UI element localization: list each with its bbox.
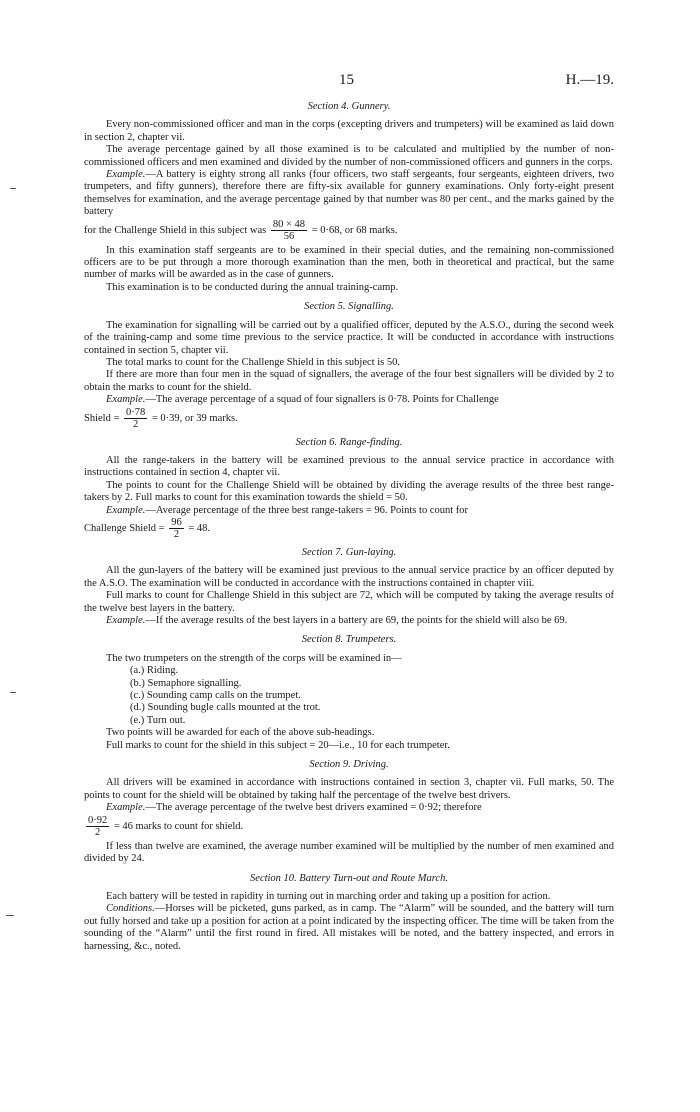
paragraph: The average percentage gained by all those examined is to be calculated and multiplied by the number of non-commissioned officers and men examined and divided by the number of non-commissioned officers and gunners in the corps. — [84, 144, 614, 168]
paragraph: All the gun-layers of the battery will be examined just previous to the annual service practice by an officer deputed by the A.S.O. The examination will be conducted in accordance with the instructions contained in chapter viii. — [84, 565, 614, 589]
paragraph: If less than twelve are examined, the average number examined will be multiplied by the number of men examined and divided by 24. — [84, 840, 614, 865]
fraction-denominator: 2 — [133, 418, 139, 430]
trumpeter-list — [130, 665, 614, 727]
section-heading: Section 5. Signalling. — [304, 301, 394, 313]
example-text: —A battery is eighty strong all ranks (four officers, two staff sergeants, four sergeants, eighteen drivers, two trumpeters, and fifty gunners), therefore there are fifty-six available for gunnery examinations. Only forty-eight present themselves for examination, and the average percentage gained by that number was 80 per cent., and the marks gained by the battery — [84, 169, 614, 218]
margin-mark — [10, 692, 16, 693]
example-label: Example. — [106, 504, 146, 516]
example-paragraph — [84, 505, 614, 517]
document-body — [84, 101, 614, 953]
fraction — [124, 407, 147, 430]
fraction-denominator: 2 — [95, 826, 101, 838]
example-label: Example. — [106, 615, 146, 626]
page-reference: H.—19. — [565, 72, 614, 88]
margin-mark — [10, 188, 16, 189]
list-item: (d.) Sounding bugle calls mounted at the trot. — [130, 702, 321, 714]
section-heading: Section 7. Gun-laying. — [301, 546, 397, 558]
section-heading: Section 6. Range-finding. — [295, 436, 403, 448]
paragraph: This examination is to be conducted during the annual training-camp. — [106, 281, 399, 293]
section-heading: Section 4. Gunnery. — [307, 101, 391, 112]
list-item: (b.) Semaphore signalling. — [130, 677, 242, 689]
list-item: (e.) Turn out. — [130, 714, 186, 726]
equation-line: for the Challenge Shield in this subject was $\frac{80 \times 48}{56}$ = 0·68, or 68 marks. — [84, 218, 398, 242]
page-number: 15 — [339, 72, 354, 88]
example-label: Example. — [106, 394, 146, 406]
example-text: —The average percentage of the twelve best drivers examined = 0·92; therefore — [145, 802, 482, 814]
fraction-numerator: 0·92 — [88, 814, 108, 826]
margin-mark — [6, 915, 14, 916]
fraction — [86, 815, 109, 838]
paragraph: Two points will be awarded for each of the above sub-headings. — [106, 727, 375, 739]
fraction-numerator: 96 — [171, 516, 182, 528]
paragraph: Each battery will be tested in rapidity in turning out in marching order and taking up a position for action. — [106, 890, 551, 902]
equation-line: Challenge Shield = $\frac{96}{2}$ = 48. — [84, 516, 210, 540]
fraction — [271, 219, 307, 242]
equation-line: Shield = $\frac{0\cdot 78}{2}$ = 0·39, or 39 marks. — [84, 406, 238, 430]
example-label: Example. — [106, 802, 146, 814]
conditions-paragraph — [84, 903, 614, 953]
paragraph: The total marks to count for the Challenge Shield in this subject is 50. — [106, 356, 400, 368]
example-paragraph — [84, 169, 614, 219]
paragraph: Every non-commissioned officer and man in the corps (excepting drivers and trumpeters) will be examined as laid down in section 2, chapter vii. — [84, 119, 614, 143]
list-item: (c.) Sounding camp calls on the trumpet. — [130, 690, 301, 702]
conditions-text: —Horses will be picketed, guns parked, as in camp. The “Alarm” will be sounded, and the battery will turn out fully horsed and take up a position for action at a point indicated by the inspecting officer. The time will be taken from the sounding of the “Alarm” until the first round in fired. All mistakes will be noted, and the battery inspected, and errors in harnessing, &c., noted. — [84, 903, 614, 952]
paragraph: In this examination staff sergeants are to be examined in their special duties, and the remaining non-commissioned officers are to be put through a more thorough examination than the men, both in theoretical and practical, but the same number of marks will be awarded as in the case of gunners. — [84, 244, 614, 281]
equation-line: $\frac{0\cdot 92}{2}$ = 46 marks to count for shield. — [88, 814, 244, 838]
paragraph: The examination for signalling will be carried out by a qualified officer, deputed by the A.S.O., during the second week of the training-camp and some time previous to the service practice. It will be conducted in accordance with instructions contained in section 5, chapter vii. — [84, 319, 614, 356]
fraction-numerator: 0·78 — [126, 406, 146, 418]
paragraph: Full marks to count for the shield in this subject = 20—i.e., 10 for each trumpeter. — [106, 739, 450, 751]
example-text: —Average percentage of the three best range-takers = 96. Points to count for — [145, 504, 469, 516]
example-label: Example. — [106, 169, 146, 181]
example-paragraph — [84, 394, 614, 406]
list-item: (a.) Riding. — [130, 665, 179, 677]
example-text: —The average percentage of a squad of four signallers is 0·78. Points for Challenge — [145, 394, 499, 406]
example-text: —If the average results of the best layers in a battery are 69, the points for the shield will also be 69. — [145, 615, 568, 626]
paragraph: All drivers will be examined in accordance with instructions contained in section 3, chapter vii. Full marks, 50. The points to count for the shield will be obtained by taking half the percentage of the twelve best drivers. — [84, 777, 614, 801]
fraction-denominator: 56 — [283, 230, 295, 242]
paragraph: Full marks to count for Challenge Shield in this subject are 72, which will be computed by taking the average results of the twelve best layers in the battery. — [84, 590, 614, 614]
paragraph: If there are more than four men in the squad of signallers, the average of the four best signallers will be divided by 2 to obtain the marks to count for the shield. — [84, 369, 614, 393]
section-heading: Section 9. Driving. — [309, 759, 389, 771]
paragraph: The two trumpeters on the strength of the corps will be examined in— — [106, 652, 402, 664]
fraction-numerator: 80 × 48 — [272, 218, 306, 230]
example-paragraph — [84, 615, 614, 627]
section-heading: Section 10. Battery Turn-out and Route March. — [250, 872, 448, 884]
fraction-denominator: 2 — [173, 528, 180, 540]
example-paragraph — [84, 802, 614, 814]
document-page — [84, 72, 614, 953]
paragraph: The points to count for the Challenge Shield will be obtained by dividing the average results of the three best range-takers by 2. Full marks to count for this examination towards the shield = 50. — [84, 479, 614, 504]
conditions-label: Conditions. — [106, 903, 155, 915]
page-header — [84, 72, 614, 94]
fraction — [169, 517, 184, 540]
paragraph: All the range-takers in the battery will be examined previous to the annual service practice in accordance with instructions contained in section 4, chapter vii. — [84, 454, 614, 479]
section-heading: Section 8. Trumpeters. — [301, 634, 397, 646]
